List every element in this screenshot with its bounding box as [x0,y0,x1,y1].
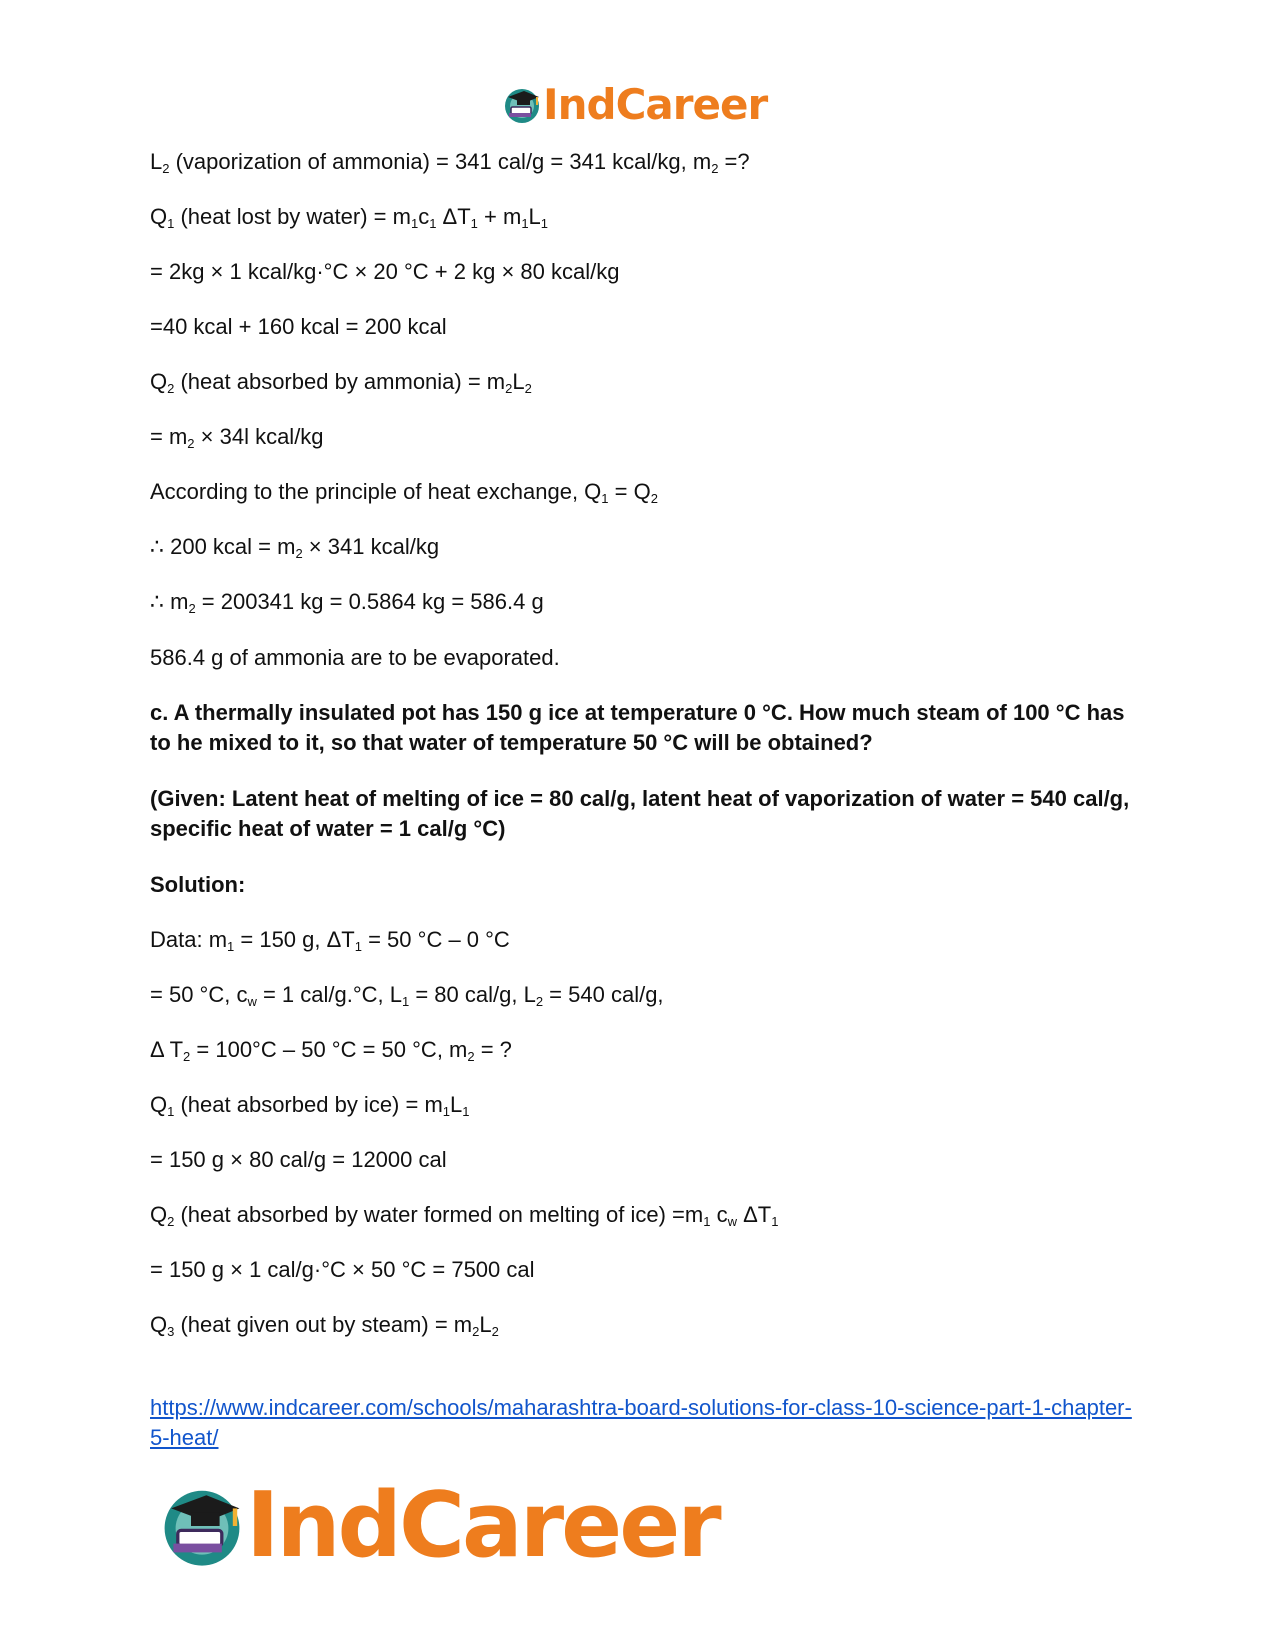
source-link[interactable]: https://www.indcareer.com/schools/maharashtra-board-solutions-for-class-10-science-part-1-chapter-5-heat/ [150,1395,1132,1450]
text-line: 586.4 g of ammonia are to be evaporated. [150,645,560,670]
text-line: $Q_1$ (heat absorbed by $ice) = m_1L_1$ [150,1092,470,1119]
text-line: ∴ 200 kcal = $m_2 \times 341$ kcal/kg [150,534,440,561]
given-data: (Given: Latent heat of melting of ice = 80 cal/g, latent heat of vaporization of water = 540 cal/g, specific heat of water = 1 cal/g °C) [150,786,1130,841]
text-line: Data: $m_1 = 150$ g, $\Delta T_1 = 50$ °C – 0 °C [150,927,510,954]
solution-heading: Solution: [150,872,246,897]
question-c: c. A thermally insulated pot has 150 g ice at temperature 0 °C. How much steam of 100 °C has to he mixed to it, so that water of temperature 50 °C will be obtained? [150,700,1125,755]
graduation-cap-book-icon [160,1482,244,1570]
brand-name: IndCareer [246,1473,719,1578]
footer-logo [160,1473,719,1578]
text-line: = 150 g × 1 cal/g·°C × 50 °C = 7500 cal [150,1257,535,1282]
text-line: $L_2$ (vaporization of ammonia) = 341 cal/g = 341 kcal/kg, $m_2$ =? [150,149,750,176]
text-line: = $m_2 \times 34l$ kcal/kg [150,424,324,451]
text-line: Δ $T_2 = 100^\circ C - 50$ °C = 50 °C, $m_2$ = ? [150,1037,512,1064]
text-line: = 2kg × 1 kcal/kg·°C × 20 °C + 2 kg × 80 kcal/kg [150,259,620,284]
text-line: According to the principle of heat exchange, $Q_1 = Q_2$ [150,479,658,506]
graduation-cap-book-icon [503,85,541,125]
text-line: =40 kcal + 160 kcal = 200 kcal [150,314,447,339]
brand-name: IndCareer [543,80,768,129]
text-line: $Q_2$ (heat absorbed by ammonia) = $m_2L_2$ [150,369,532,396]
header-logo [503,80,767,129]
text-line: $Q_2$ (heat absorbed by water formed on melting of $ice) =m_1$ $c_w$ $\Delta T_1$ [150,1202,779,1229]
text-line: $Q_1$ (heat lost by water) = $m_1c_1$ $\Delta T_1 + m_1L_1$ [150,204,549,231]
text-line: ∴ $m_2 = 200341$ kg = 0.5864 kg = 586.4 g [150,589,544,616]
text-line: = 150 g × 80 cal/g = 12000 cal [150,1147,447,1172]
text-line: $Q_3$ (heat given out by steam) = $m_2L_2$ [150,1312,499,1339]
text-line: = 50 °C, $c_w = 1$ cal/g.°C, $L_1 = 80$ cal/g, $L_2 = 540$ cal/g, [150,982,664,1009]
